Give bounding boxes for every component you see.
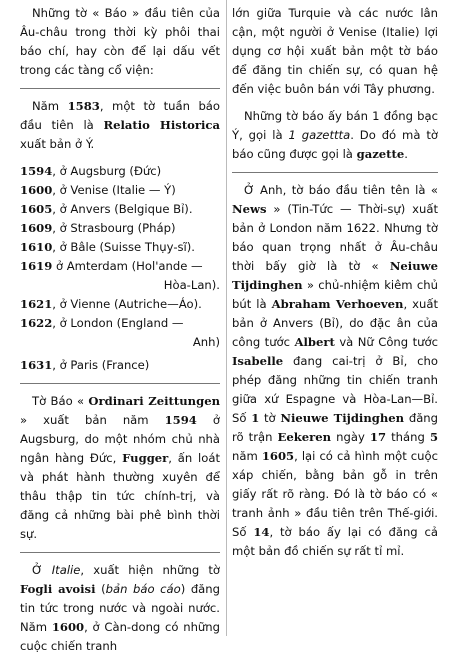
year-list <box>20 162 220 375</box>
left-column <box>20 4 220 664</box>
section-rule <box>232 172 438 173</box>
list-item: 1609, ở Strasbourg (Pháp) <box>20 221 176 235</box>
italie-paragraph: Ở Italie, xuất hiện những tờ Fogli avoisi (bản báo cáo) đăng tin tức trong nước và ngoài nước. Năm 1600, ở Càn-dong có những cuộc chiến tranh <box>20 563 220 653</box>
section-rule <box>20 88 220 89</box>
right-column <box>232 4 438 569</box>
list-item: 1622, ở London (England — Anh) <box>20 316 220 349</box>
section-rule <box>20 552 220 553</box>
ordinari-paragraph: Tờ Báo « Ordinari Zeittungen » xuất bản năm 1594 ở Augsburg, do một nhóm chủ nhà ngân hàng Đức, Fugger, ấn loát và phát hành thường xuyên để thâu thập tin tức chính-trị, và đăng cả những bài phê bình thời sự. <box>20 394 220 541</box>
intro-paragraph: Những tờ « Báo » đầu tiên của Âu-châu trong thời kỳ phôi thai báo chí, hay còn để lại dấu vết trong các tàng cổ viện: <box>20 6 220 77</box>
venise-paragraph: lớn giữa Turquie và các nước lân cận, một người ở Venise (Italie) lợi dụng cơ hội xuất bản một tờ báo để đăng tin chiến sự, có quan hệ đến việc buôn bán với Tây phương. <box>232 6 438 96</box>
list-item: 1621, ở Vienne (Autriche—Áo). <box>20 297 202 311</box>
list-item: 1605, ở Anvers (Belgique Bỉ). <box>20 202 193 216</box>
relatio-paragraph: Năm 1583, một tờ tuần báo đầu tiên là Relatio Historica xuất bản ở Ý. <box>20 99 220 151</box>
list-item: 1594, ở Augsburg (Đức) <box>20 164 162 178</box>
list-item: 1600, ở Venise (Italie — Ý) <box>20 183 176 197</box>
column-divider <box>226 0 227 636</box>
news-paragraph: Ở Anh, tờ báo đầu tiên tên là « News » (Tin-Tức — Thời-sự) xuất bản ở London năm 1622. Nhưng tờ báo quan trọng nhất ở Âu-châu thời bấy giờ là tờ « Neiuwe Tijdinghen » chủ-nhiệm kiêm chủ bút là Abraham Verhoeven, xuất bản ở Anvers (Bỉ), do đặc ân của công tước Albert và Nữ Công tước Isabelle đang cai-trị ở Bỉ, cho phép đăng những tin chiến tranh giữa xứ Espagne và Hòa-Lan—Bỉ. Số 1 tờ Nieuwe Tijdinghen đăng rõ trận Eekeren ngày 17 tháng 5 năm 1605, lại có cả hình một cuộc xáp chiến, bằng bản gỗ in trên giấy rất rõ ràng. Đó là tờ báo có « tranh ảnh » đầu tiên trên Thế-giới. Số 14, tờ báo ấy lại có đăng cả một bản đồ chiến sự rất tỉ mỉ. <box>232 183 439 558</box>
list-item: 1619 ở Amterdam (Hol'ande — Hòa-Lan). <box>20 259 220 292</box>
list-item: 1610, ở Bâle (Suisse Thụy-sĩ). <box>20 240 195 254</box>
gazette-paragraph: Những tờ báo ấy bán 1 đồng bạc Ý, gọi là 1 gazettta. Do đó mà tờ báo cũng được gọi là gazette. <box>232 109 438 161</box>
list-item: 1631, ở Paris (France) <box>20 358 150 372</box>
section-rule <box>20 383 220 384</box>
